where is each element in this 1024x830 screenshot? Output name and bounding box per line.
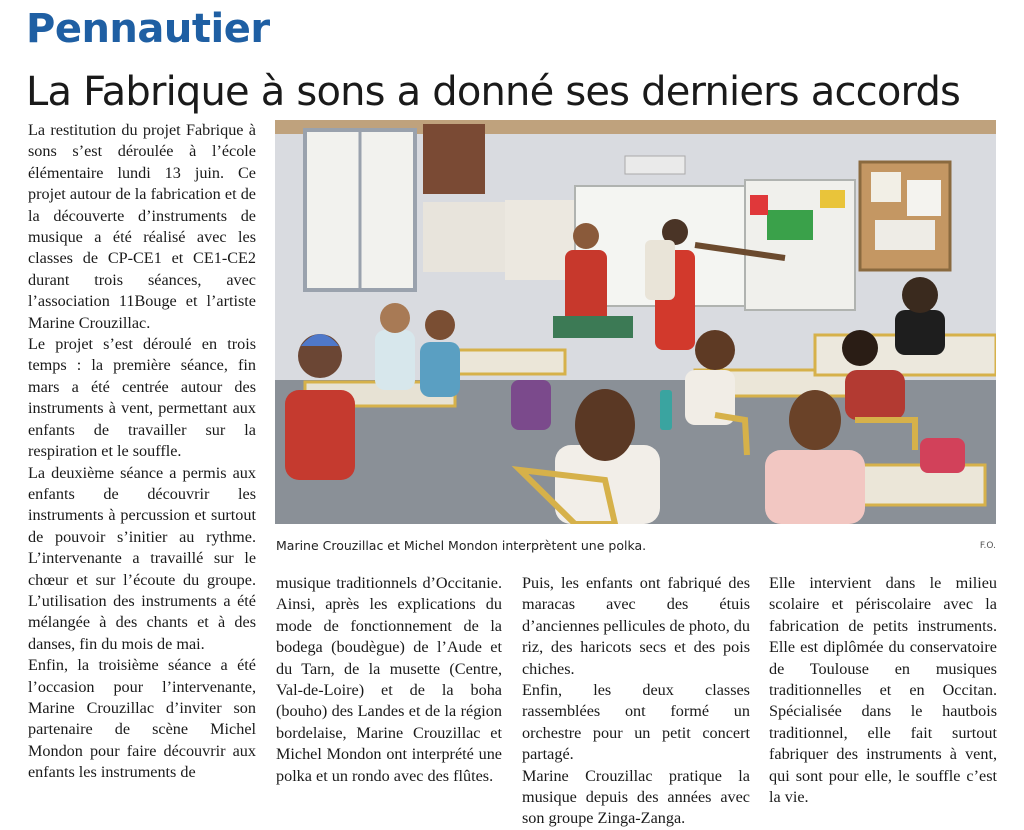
article-column-3 — [522, 573, 750, 830]
paragraph: Enfin, les deux classes rassemblées ont formé un orchestre pour un petit concert partagé. — [522, 681, 750, 764]
paragraph: Elle intervient dans le milieu scolaire et périscolaire avec la fabrication de petits instruments. Elle est diplômée du conservatoire de Toulouse en musiques traditionnelles et en Occitan. Spécialisée dans le hautbois traditionnel, elle fait surtout fabriquer des instruments à vent, qui sont pour elle, le souffle c’est la vie. — [769, 574, 997, 807]
section-kicker: Pennautier — [26, 6, 270, 52]
classroom-photo — [275, 120, 996, 524]
paragraph: Puis, les enfants ont fabriqué des maracas avec des étuis d’anciennes pellicules de photo, du riz, des haricots secs et des pois chiches. — [522, 574, 750, 678]
photo-credit: F.O. — [979, 541, 996, 551]
classroom-photo-illustration — [275, 120, 996, 524]
paragraph: La restitution du projet Fabrique à sons s’est déroulée à l’école élémentaire lundi 13 juin. Ce projet autour de la fabrication et de la découverte d’instruments de musique a été réalisé avec les classes de CP-CE1 et CE1-CE2 durant trois séances, avec l’association 11Bouge et l’artiste Marine Crouzillac. — [28, 121, 256, 332]
paragraph: Enfin, la troisième séance a été l’occasion pour l’intervenante, Marine Crouzillac d’inviter son partenaire de scène Michel Mondon pour faire découvrir aux enfants les instruments de — [28, 656, 256, 782]
article-column-2 — [276, 573, 502, 787]
paragraph: La deuxième séance a permis aux enfants de découvrir les instruments à percussion et surtout de pouvoir s’initier au rythme. L’intervenante a travaillé sur le chœur et sur l’écoute du groupe. L’utilisation des instruments a été mélangée à des chants et à des danses, fin du mois de mai. — [28, 463, 256, 653]
article-column-4 — [769, 573, 997, 808]
paragraph: Le projet s’est déroulé en trois temps : la première séance, fin mars a été centrée autour des instruments à vent, permettant aux enfants de travailler sur la respiration et le souffle. — [28, 335, 256, 461]
article-headline: La Fabrique à sons a donné ses derniers accords — [26, 69, 961, 115]
paragraph: Marine Crouzillac pratique la musique depuis des années avec son groupe Zinga-Zanga. — [522, 766, 750, 828]
photo-caption: Marine Crouzillac et Michel Mondon interprètent une polka. — [276, 538, 647, 553]
paragraph: musique traditionnels d’Occitanie. Ainsi, après les explications du mode de fonctionnement de la bodega (boudègue) de l’Aude et du Tarn, de la musette (Centre, Val-de-Loire) et de la boha (bouho) des Landes et de la région bordelaise, Marine Crouzillac et Michel Mondon ont interprété une polka et un rondo avec des flûtes. — [276, 574, 502, 785]
article-column-1 — [28, 120, 256, 784]
